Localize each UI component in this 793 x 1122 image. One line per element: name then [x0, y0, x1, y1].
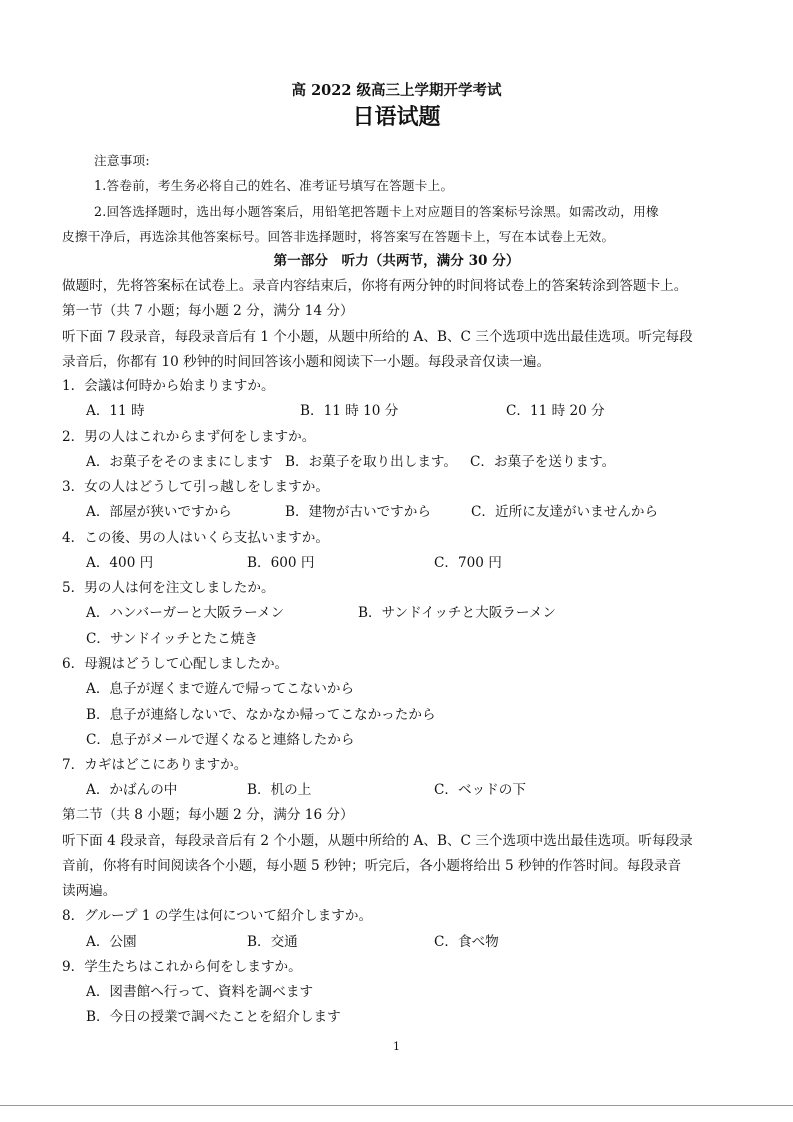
- q9-option-a: A．図書館へ行って、資料を調べます: [86, 984, 314, 1000]
- section2-desc-line-3: 读两遍。: [62, 883, 117, 899]
- q8-option-c: C．食べ物: [434, 934, 499, 950]
- section1-desc-line-2: 录音后，你都有 10 秒钟的时间回答该小题和阅读下一小题。每段录音仅读一遍。: [62, 354, 551, 370]
- q5-option-a: A．ハンバーガーと大阪ラーメン: [86, 605, 285, 621]
- q4-option-a: A．400 円: [86, 555, 154, 571]
- question-5: 5．男の人は何を注文しましたか。: [62, 580, 275, 596]
- exam-title: 高 2022 级高三上学期开学考试: [291, 82, 502, 99]
- q4-option-b: B．600 円: [247, 555, 315, 571]
- q6-option-c: C．息子がメールで遅くなると連絡したから: [86, 732, 355, 748]
- q5-option-b: B．サンドイッチと大阪ラーメン: [358, 605, 556, 621]
- q3-option-b: B．建物が古いですから: [285, 504, 431, 520]
- q9-option-b: B．今日の授業で調べたことを紹介します: [86, 1009, 341, 1025]
- part1-heading: 第一部分 听力（共两节，满分 30 分）: [273, 253, 520, 269]
- section1-heading: 第一节（共 7 小题；每小题 2 分，满分 14 分）: [62, 303, 354, 319]
- q4-option-c: C．700 円: [434, 555, 502, 571]
- q6-option-b: B．息子が連絡しないで、なかなか帰ってこなかったから: [86, 707, 436, 723]
- subject-title: 日语试题: [352, 104, 441, 130]
- notice-item-2-line-1: 2.回答选择题时，选出每小题答案后，用铅笔把答题卡上对应题目的答案标号涂黑。如需改动，用橡: [94, 204, 659, 219]
- q1-option-c: C．11 時 20 分: [506, 403, 605, 419]
- q8-option-a: A．公園: [86, 934, 137, 950]
- section1-desc-line-1: 听下面 7 段录音，每段录音后有 1 个小题，从题中所给的 A、B、C 三个选项中选出最佳选项。听完每段: [62, 329, 693, 345]
- section2-desc-line-2: 音前，你将有时间阅读各个小题，每小题 5 秒钟；听完后，各小题将给出 5 秒钟的作答时间。每段录音: [62, 858, 682, 874]
- q2-option-c: C．お菓子を送ります。: [470, 454, 616, 470]
- q7-option-b: B．机の上: [247, 782, 312, 798]
- q6-option-a: A．息子が遅くまで遊んで帰ってこないから: [86, 681, 355, 697]
- page-number: 1: [393, 1040, 400, 1053]
- question-6: 6．母親はどうして心配しましたか。: [62, 656, 289, 672]
- question-1: 1．会議は何時から始まりますか。: [62, 378, 275, 394]
- question-8: 8．グループ 1 の学生は何について紹介しますか。: [62, 908, 373, 924]
- q8-option-b: B．交通: [247, 934, 298, 950]
- part1-instruction: 做题时，先将答案标在试卷上。录音内容结束后，你将有两分钟的时间将试卷上的答案转涂到答题卡上。: [62, 278, 688, 294]
- notice-item-2-line-2: 皮擦干净后，再选涂其他答案标号。回答非选择题时，将答案写在答题卡上，写在本试卷上无效。: [62, 229, 615, 244]
- q3-option-a: A．部屋が狭いですから: [86, 504, 232, 520]
- question-4: 4．この後、男の人はいくら支払いますか。: [62, 530, 329, 546]
- question-3: 3．女の人はどうして引っ越しをしますか。: [62, 479, 329, 495]
- section2-desc-line-1: 听下面 4 段录音，每段录音后有 2 个小题，从题中所给的 A、B、C 三个选项中选出最佳选项。听每段录: [62, 833, 693, 849]
- notice-item-1: 1.答卷前，考生务必将自己的姓名、准考证号填写在答题卡上。: [94, 178, 454, 193]
- q5-option-c: C．サンドイッチとたこ焼き: [86, 631, 258, 647]
- q7-option-c: C．ベッドの下: [434, 782, 526, 798]
- question-9: 9．学生たちはこれから何をしますか。: [62, 959, 302, 975]
- q7-option-a: A．かばんの中: [86, 782, 178, 798]
- q3-option-c: C．近所に友達がいませんから: [471, 504, 659, 520]
- question-7: 7．カギはどこにありますか。: [62, 757, 248, 773]
- q2-option-b: B．お菓子を取り出します。: [285, 454, 458, 470]
- q1-option-a: A．11 時: [86, 403, 145, 419]
- section2-heading: 第二节（共 8 小题；每小题 2 分，满分 16 分）: [62, 807, 354, 823]
- q1-option-b: B．11 時 10 分: [300, 403, 399, 419]
- question-2: 2．男の人はこれからまず何をしますか。: [62, 429, 316, 445]
- notice-heading: 注意事项:: [94, 153, 150, 168]
- footer-divider: [0, 1105, 793, 1106]
- q2-option-a: A．お菓子をそのままにします: [86, 454, 273, 470]
